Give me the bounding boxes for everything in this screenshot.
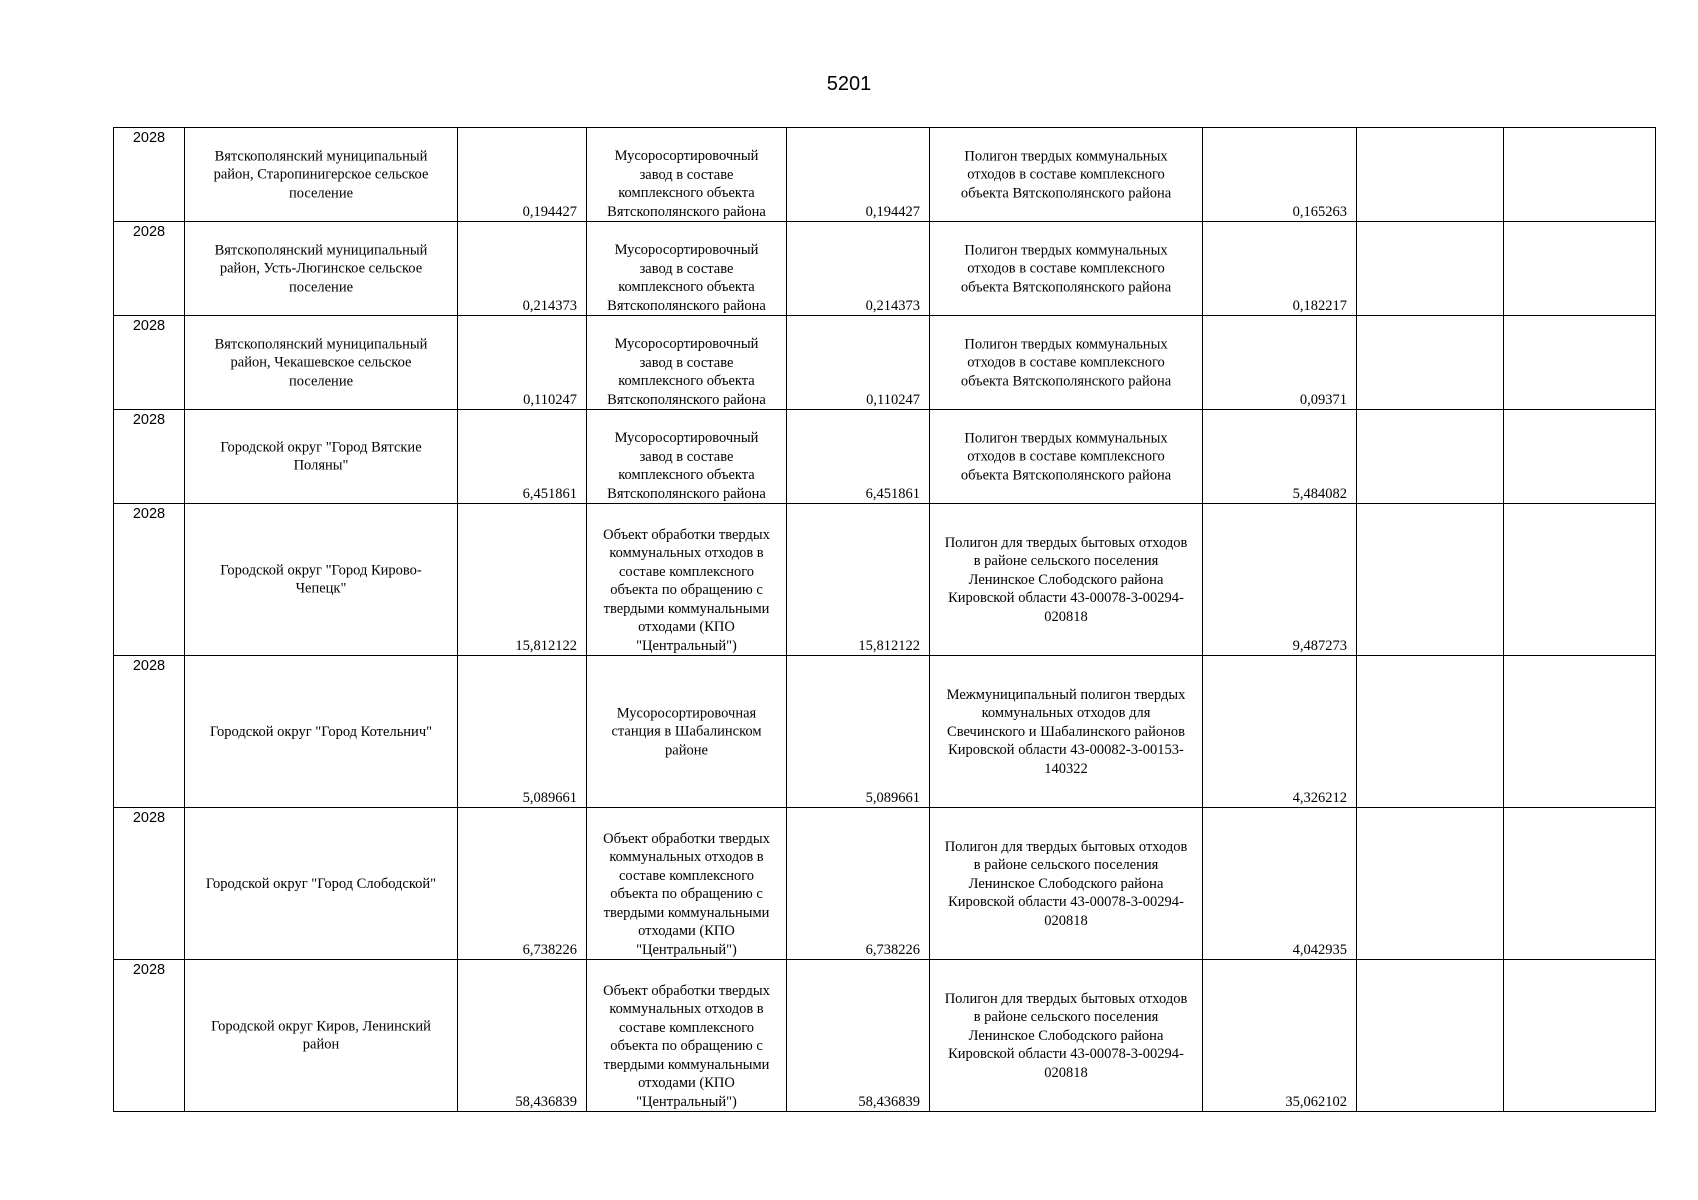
disposed-volume-cell <box>1203 128 1357 222</box>
processing-facility: Мусоросортировочный завод в составе комплексного объекта Вятскополянского района <box>607 430 766 502</box>
municipality-name: Вятскополянский муниципальный район, Старопинигерское сельское поселение <box>213 147 429 201</box>
empty-cell <box>1357 128 1504 222</box>
processed-volume-cell <box>787 128 930 222</box>
processing-facility-cell <box>587 808 787 960</box>
processing-facility: Мусоросортировочный завод в составе комплексного объекта Вятскополянского района <box>607 148 766 220</box>
empty-cell <box>1504 504 1656 656</box>
disposal-site: Полигон твердых коммунальных отходов в составе комплексного объекта Вятскополянского района <box>960 429 1172 483</box>
generated-volume-cell <box>458 960 587 1112</box>
year-value: 2028 <box>132 506 166 522</box>
processing-facility-cell <box>587 960 787 1112</box>
processed-volume-cell <box>787 316 930 410</box>
municipality-cell <box>185 410 458 504</box>
empty-cell <box>1357 808 1504 960</box>
processing-facility-cell <box>587 410 787 504</box>
municipality-cell <box>185 222 458 316</box>
table-row <box>114 656 1656 808</box>
disposal-site-cell <box>930 808 1203 960</box>
disposal-site-cell <box>930 504 1203 656</box>
disposed-volume-cell <box>1203 960 1357 1112</box>
municipality-cell <box>185 128 458 222</box>
empty-cell <box>1504 222 1656 316</box>
disposal-site-cell <box>930 222 1203 316</box>
year-cell <box>114 222 185 316</box>
disposed-volume-cell <box>1203 656 1357 808</box>
municipality-cell <box>185 656 458 808</box>
disposed-volume: 0,165263 <box>1292 203 1347 220</box>
processed-volume-cell <box>787 222 930 316</box>
processed-volume: 15,812122 <box>858 637 920 654</box>
generated-volume: 6,451861 <box>522 485 577 502</box>
disposed-volume: 9,487273 <box>1292 637 1347 654</box>
generated-volume: 0,194427 <box>522 203 577 220</box>
processing-facility-cell <box>587 656 787 808</box>
table-row <box>114 504 1656 656</box>
year-value: 2028 <box>132 810 166 826</box>
empty-cell <box>1504 656 1656 808</box>
table-row <box>114 316 1656 410</box>
year-value: 2028 <box>132 130 166 146</box>
waste-flow-table <box>113 127 1656 1112</box>
generated-volume-cell <box>458 410 587 504</box>
processing-facility: Объект обработки твердых коммунальных отходов в составе комплексного объекта по обращению с твердыми коммунальными отходами (КПО "Центральный") <box>603 830 770 958</box>
municipality-cell <box>185 504 458 656</box>
processing-facility-cell <box>587 222 787 316</box>
processed-volume-cell <box>787 960 930 1112</box>
disposed-volume: 5,484082 <box>1292 485 1347 502</box>
empty-cell <box>1504 316 1656 410</box>
processing-facility-cell <box>587 316 787 410</box>
generated-volume-cell <box>458 504 587 656</box>
empty-cell <box>1357 316 1504 410</box>
processed-volume: 0,214373 <box>865 297 920 314</box>
disposed-volume: 4,326212 <box>1292 789 1347 806</box>
processed-volume: 58,436839 <box>858 1093 920 1110</box>
year-cell <box>114 504 185 656</box>
generated-volume-cell <box>458 808 587 960</box>
disposal-site: Полигон твердых коммунальных отходов в составе комплексного объекта Вятскополянского района <box>960 147 1172 201</box>
generated-volume-cell <box>458 128 587 222</box>
year-cell <box>114 316 185 410</box>
disposal-site-cell <box>930 960 1203 1112</box>
processed-volume-cell <box>787 808 930 960</box>
processing-facility: Мусоросортировочная станция в Шабалинском районе <box>611 704 762 758</box>
municipality-name: Вятскополянский муниципальный район, Чекашевское сельское поселение <box>214 335 428 389</box>
municipality-name: Городской округ Киров, Ленинский район <box>211 1018 431 1053</box>
generated-volume: 58,436839 <box>515 1093 577 1110</box>
disposal-site: Полигон твердых коммунальных отходов в составе комплексного объекта Вятскополянского района <box>960 241 1172 295</box>
year-cell <box>114 656 185 808</box>
processed-volume: 6,451861 <box>865 485 920 502</box>
municipality-name: Городской округ "Город Котельнич" <box>209 723 433 740</box>
year-value: 2028 <box>132 412 166 428</box>
disposed-volume: 0,182217 <box>1292 297 1347 314</box>
processed-volume: 5,089661 <box>865 789 920 806</box>
generated-volume: 0,214373 <box>522 297 577 314</box>
empty-cell <box>1357 410 1504 504</box>
year-value: 2028 <box>132 318 166 334</box>
disposed-volume-cell <box>1203 504 1357 656</box>
municipality-name: Городской округ "Город Кирово-Чепецк" <box>220 562 422 597</box>
disposed-volume-cell <box>1203 222 1357 316</box>
municipality-cell <box>185 316 458 410</box>
disposed-volume-cell <box>1203 316 1357 410</box>
year-value: 2028 <box>132 658 166 674</box>
disposal-site: Полигон твердых коммунальных отходов в составе комплексного объекта Вятскополянского района <box>960 335 1172 389</box>
disposed-volume-cell <box>1203 410 1357 504</box>
disposal-site: Полигон для твердых бытовых отходов в районе сельского поселения Ленинское Слободского района Кировской области 43-00078-3-00294-020818 <box>944 838 1188 929</box>
generated-volume-cell <box>458 316 587 410</box>
generated-volume: 0,110247 <box>523 391 577 408</box>
processing-facility: Мусоросортировочный завод в составе комплексного объекта Вятскополянского района <box>607 336 766 408</box>
disposal-site: Полигон для твердых бытовых отходов в районе сельского поселения Ленинское Слободского района Кировской области 43-00078-3-00294-020818 <box>944 534 1188 625</box>
municipality-cell <box>185 960 458 1112</box>
processed-volume: 0,110247 <box>866 391 920 408</box>
processing-facility-cell <box>587 504 787 656</box>
year-cell <box>114 410 185 504</box>
generated-volume: 15,812122 <box>515 637 577 654</box>
disposed-volume: 35,062102 <box>1285 1093 1347 1110</box>
municipality-cell <box>185 808 458 960</box>
empty-cell <box>1357 960 1504 1112</box>
processed-volume: 6,738226 <box>865 941 920 958</box>
empty-cell <box>1357 504 1504 656</box>
processed-volume-cell <box>787 504 930 656</box>
page-number: 5201 <box>826 73 872 95</box>
processed-volume-cell <box>787 656 930 808</box>
year-cell <box>114 128 185 222</box>
table-row <box>114 222 1656 316</box>
table-row <box>114 808 1656 960</box>
empty-cell <box>1357 656 1504 808</box>
empty-cell <box>1504 960 1656 1112</box>
generated-volume-cell <box>458 222 587 316</box>
year-value: 2028 <box>132 224 166 240</box>
disposed-volume-cell <box>1203 808 1357 960</box>
processing-facility: Мусоросортировочный завод в составе комплексного объекта Вятскополянского района <box>607 242 766 314</box>
processed-volume: 0,194427 <box>865 203 920 220</box>
processed-volume-cell <box>787 410 930 504</box>
disposed-volume: 0,09371 <box>1299 391 1347 408</box>
year-cell <box>114 960 185 1112</box>
disposal-site-cell <box>930 316 1203 410</box>
disposal-site: Полигон для твердых бытовых отходов в районе сельского поселения Ленинское Слободского района Кировской области 43-00078-3-00294-020818 <box>944 990 1188 1081</box>
municipality-name: Вятскополянский муниципальный район, Усть-Люгинское сельское поселение <box>214 241 428 295</box>
table-row <box>114 128 1656 222</box>
empty-cell <box>1504 410 1656 504</box>
disposal-site-cell <box>930 128 1203 222</box>
empty-cell <box>1504 128 1656 222</box>
municipality-name: Городской округ "Город Вятские Поляны" <box>220 439 422 474</box>
generated-volume: 6,738226 <box>522 941 577 958</box>
processing-facility: Объект обработки твердых коммунальных отходов в составе комплексного объекта по обращению с твердыми коммунальными отходами (КПО "Центральный") <box>603 526 770 654</box>
disposed-volume: 4,042935 <box>1292 941 1347 958</box>
disposal-site-cell <box>930 410 1203 504</box>
processing-facility: Объект обработки твердых коммунальных отходов в составе комплексного объекта по обращению с твердыми коммунальными отходами (КПО "Центральный") <box>603 982 770 1110</box>
empty-cell <box>1504 808 1656 960</box>
table-row <box>114 410 1656 504</box>
empty-cell <box>1357 222 1504 316</box>
year-cell <box>114 808 185 960</box>
year-value: 2028 <box>132 962 166 978</box>
generated-volume: 5,089661 <box>522 789 577 806</box>
disposal-site-cell <box>930 656 1203 808</box>
table-row <box>114 960 1656 1112</box>
municipality-name: Городской округ "Город Слободской" <box>205 875 437 892</box>
generated-volume-cell <box>458 656 587 808</box>
disposal-site: Межмуниципальный полигон твердых коммунальных отходов для Свечинского и Шабалинского районов Кировской области 43-00082-3-00153-140322 <box>946 686 1186 777</box>
processing-facility-cell <box>587 128 787 222</box>
